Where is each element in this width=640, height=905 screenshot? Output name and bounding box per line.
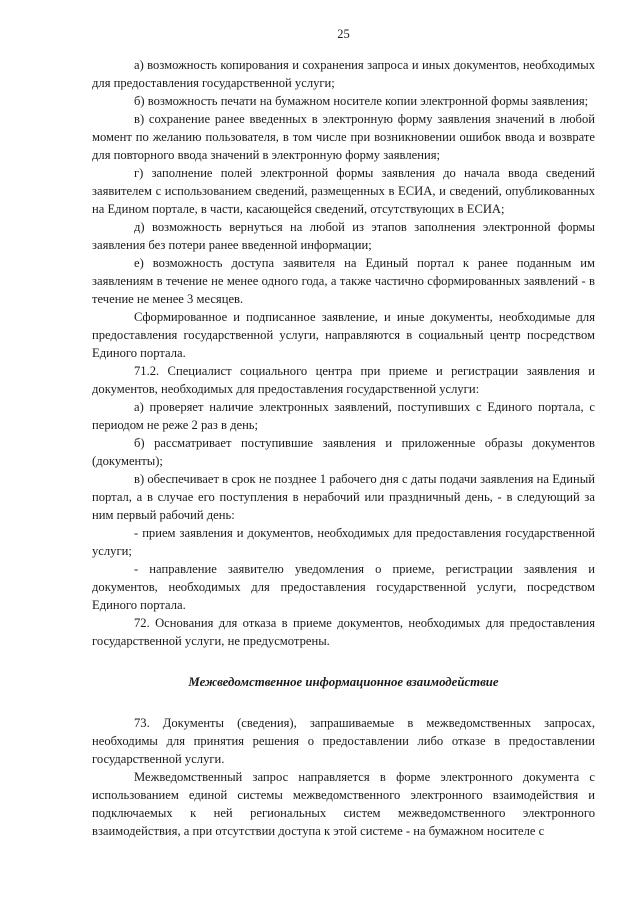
paragraph-g-fill-fields: г) заполнение полей электронной формы заявления до начала ввода сведений заявителем с использованием сведений, размещенных в ЕСИА, и сведений, опубликованных на Едином портале, в части, касающейся сведений, отсутствующих в ЕСИА; bbox=[92, 166, 595, 216]
section-heading: Межведомственное информационное взаимодействие bbox=[188, 675, 499, 689]
document-page bbox=[92, 26, 595, 840]
paragraph-71-2-a: а) проверяет наличие электронных заявлений, поступивших с Единого портала, с периодом не реже 2 раз в день; bbox=[92, 400, 595, 432]
paragraph-v-save-values: в) сохранение ранее введенных в электронную форму заявления значений в любой момент по желанию пользователя, в том числе при возникновении ошибок ввода и возврате для повторного ввода значений в электронную форму заявления; bbox=[92, 112, 595, 162]
paragraph-a-copy-save: а) возможность копирования и сохранения запроса и иных документов, необходимых для предоставления государственной услуги; bbox=[92, 58, 595, 90]
paragraph-72: 72. Основания для отказа в приеме документов, необходимых для предоставления государственной услуги, не предусмотрены. bbox=[92, 616, 595, 648]
paragraph-d-return-steps: д) возможность вернуться на любой из этапов заполнения электронной формы заявления без потери ранее введенной информации; bbox=[92, 220, 595, 252]
page-number: 25 bbox=[337, 27, 350, 41]
paragraph-interagency-request: Межведомственный запрос направляется в форме электронного документа с использованием единой системы межведомственного электронного взаимодействия и подключаемых к ней региональных систем межведомственного электронного взаимодействия, а при отсутствии доступа к этой системе - на бумажном носителе с bbox=[92, 770, 595, 838]
paragraph-71-2: 71.2. Специалист социального центра при приеме и регистрации заявления и документов, необходимых для предоставления государственной услуги: bbox=[92, 364, 595, 396]
paragraph-b-print: б) возможность печати на бумажном носителе копии электронной формы заявления; bbox=[134, 94, 589, 108]
paragraph-e-access-applications: е) возможность доступа заявителя на Единый портал к ранее поданным им заявлениям в течение не менее одного года, а также частично сформированных заявлений - в течение не менее 3 месяцев. bbox=[92, 256, 595, 306]
paragraph-73: 73. Документы (сведения), запрашиваемые в межведомственных запросах, необходимы для принятия решения о предоставлении либо отказе в предоставлении государственной услуги. bbox=[92, 716, 595, 766]
paragraph-71-2-b: б) рассматривает поступившие заявления и приложенные образы документов (документы); bbox=[92, 436, 595, 468]
paragraph-71-2-v: в) обеспечивает в срок не позднее 1 рабочего дня с даты подачи заявления на Единый портал, а в случае его поступления в нерабочий или праздничный день, - в следующий за ним первый рабочий день: bbox=[92, 472, 595, 522]
list-item-notification: - направление заявителю уведомления о приеме, регистрации заявления и документов, необходимых для предоставления государственной услуги, посредством Единого портала. bbox=[92, 562, 595, 612]
list-item-reception: - прием заявления и документов, необходимых для предоставления государственной услуги; bbox=[92, 526, 595, 558]
paragraph-submitted-application: Сформированное и подписанное заявление, и иные документы, необходимые для предоставления государственной услуги, направляются в социальный центр посредством Единого портала. bbox=[92, 310, 595, 360]
